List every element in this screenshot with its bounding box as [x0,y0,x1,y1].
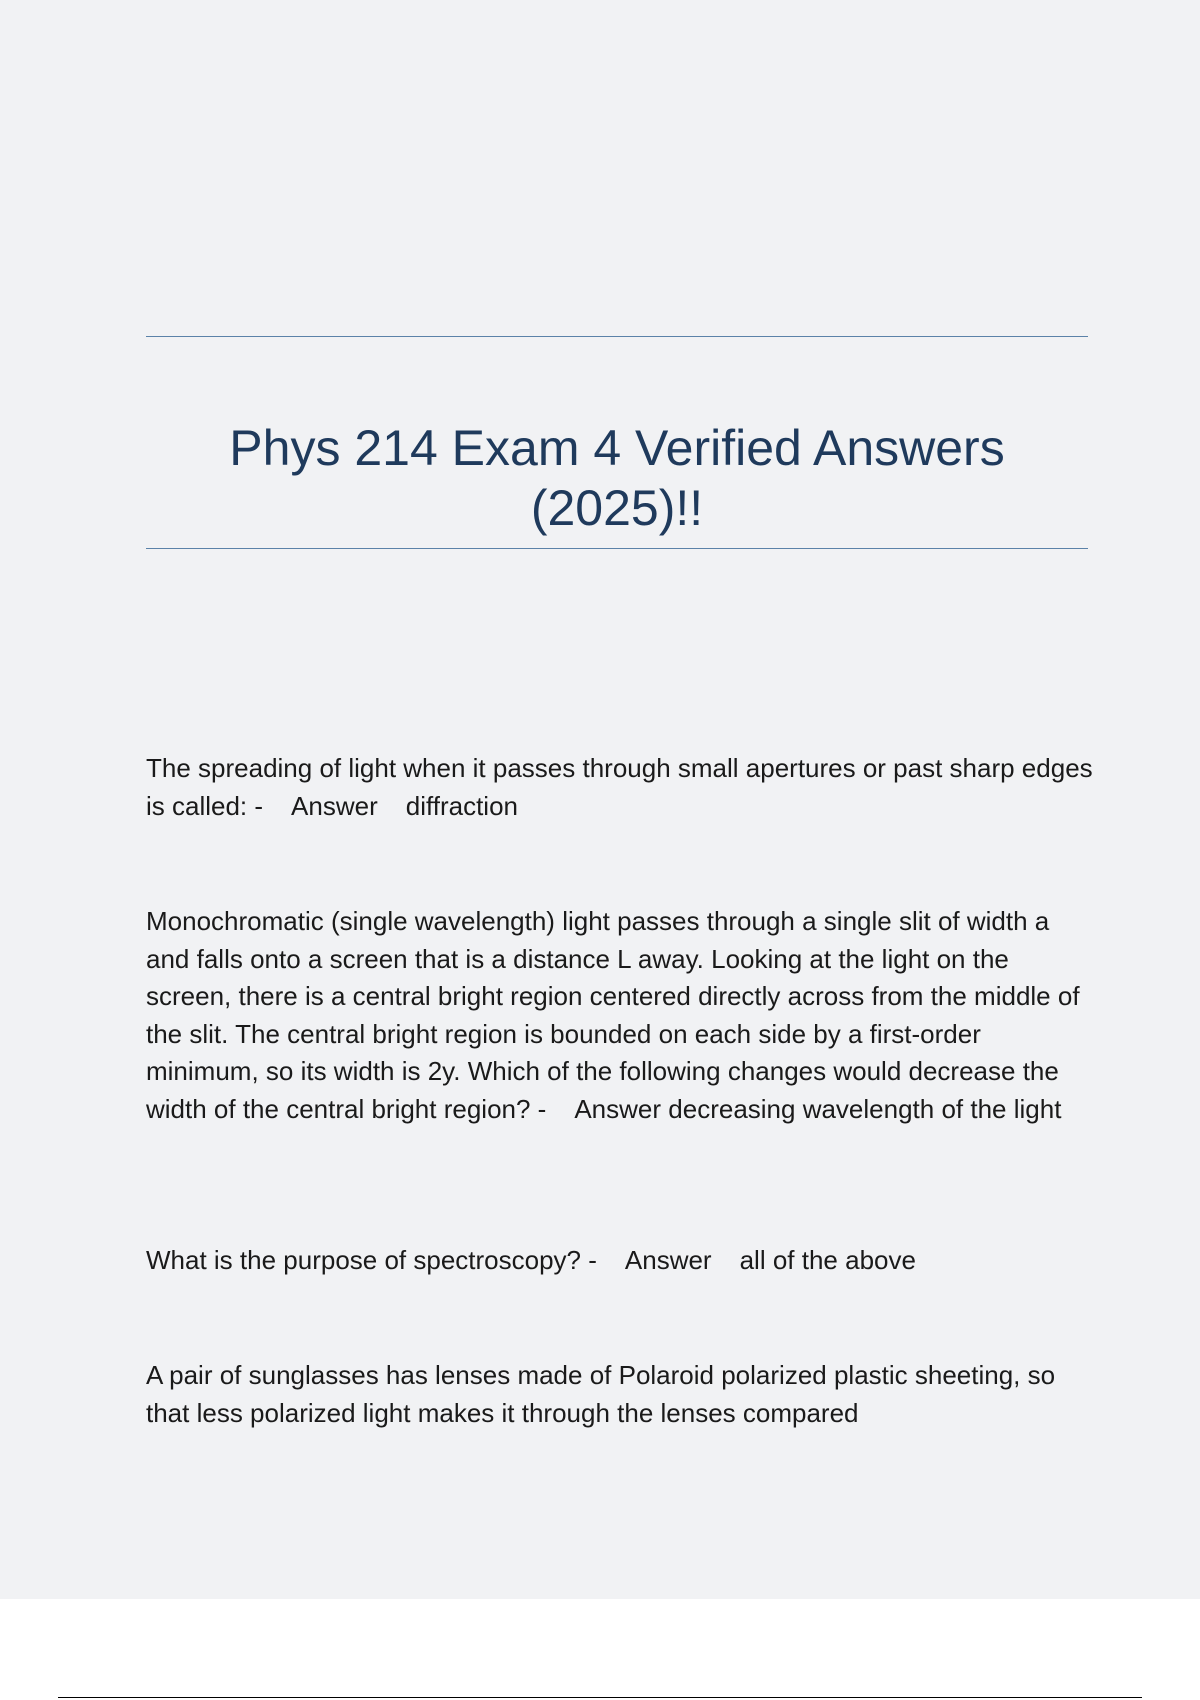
answer-text: diffraction [405,790,519,821]
answer-label: Answer [291,790,378,821]
footer-rule [58,1697,1142,1698]
question-text: The spreading of light when it passes through small apertures or past sharp edges is called: - [146,753,1093,821]
title-line-2: (2025)!! [530,480,704,536]
question-text: What is the purpose of spectroscopy? - [146,1245,597,1275]
question-text: Monochromatic (single wavelength) light passes through a single slit of width a and falls onto a screen that is a distance L away. Looking at the light on the screen, there is a central bright region centered directly across from the middle of the slit. The central bright region is bounded on each side by a first-order minimum, so its width is 2y. Which of the following changes would decrease the width of the central bright region? - [146,906,1080,1124]
qa-item-3 [146,1242,1096,1280]
title-bottom-rule [146,548,1088,549]
document-title [146,418,1088,538]
answer-label: Answer [624,1245,712,1275]
title-top-rule [146,336,1088,337]
qa-item-4 [146,1357,1096,1432]
answer-label: Answer [574,1093,662,1124]
answer-text: decreasing wavelength of the light [668,1093,1062,1124]
question-text: A pair of sunglasses has lenses made of Polaroid polarized plastic sheeting, so that less polarized light makes it through the lenses compared [146,1360,1056,1428]
qa-item-2 [146,903,1096,1128]
answer-text: all of the above [739,1245,916,1275]
qa-item-1 [146,750,1096,825]
title-line-1: Phys 214 Exam 4 Verified Answers [229,420,1005,476]
